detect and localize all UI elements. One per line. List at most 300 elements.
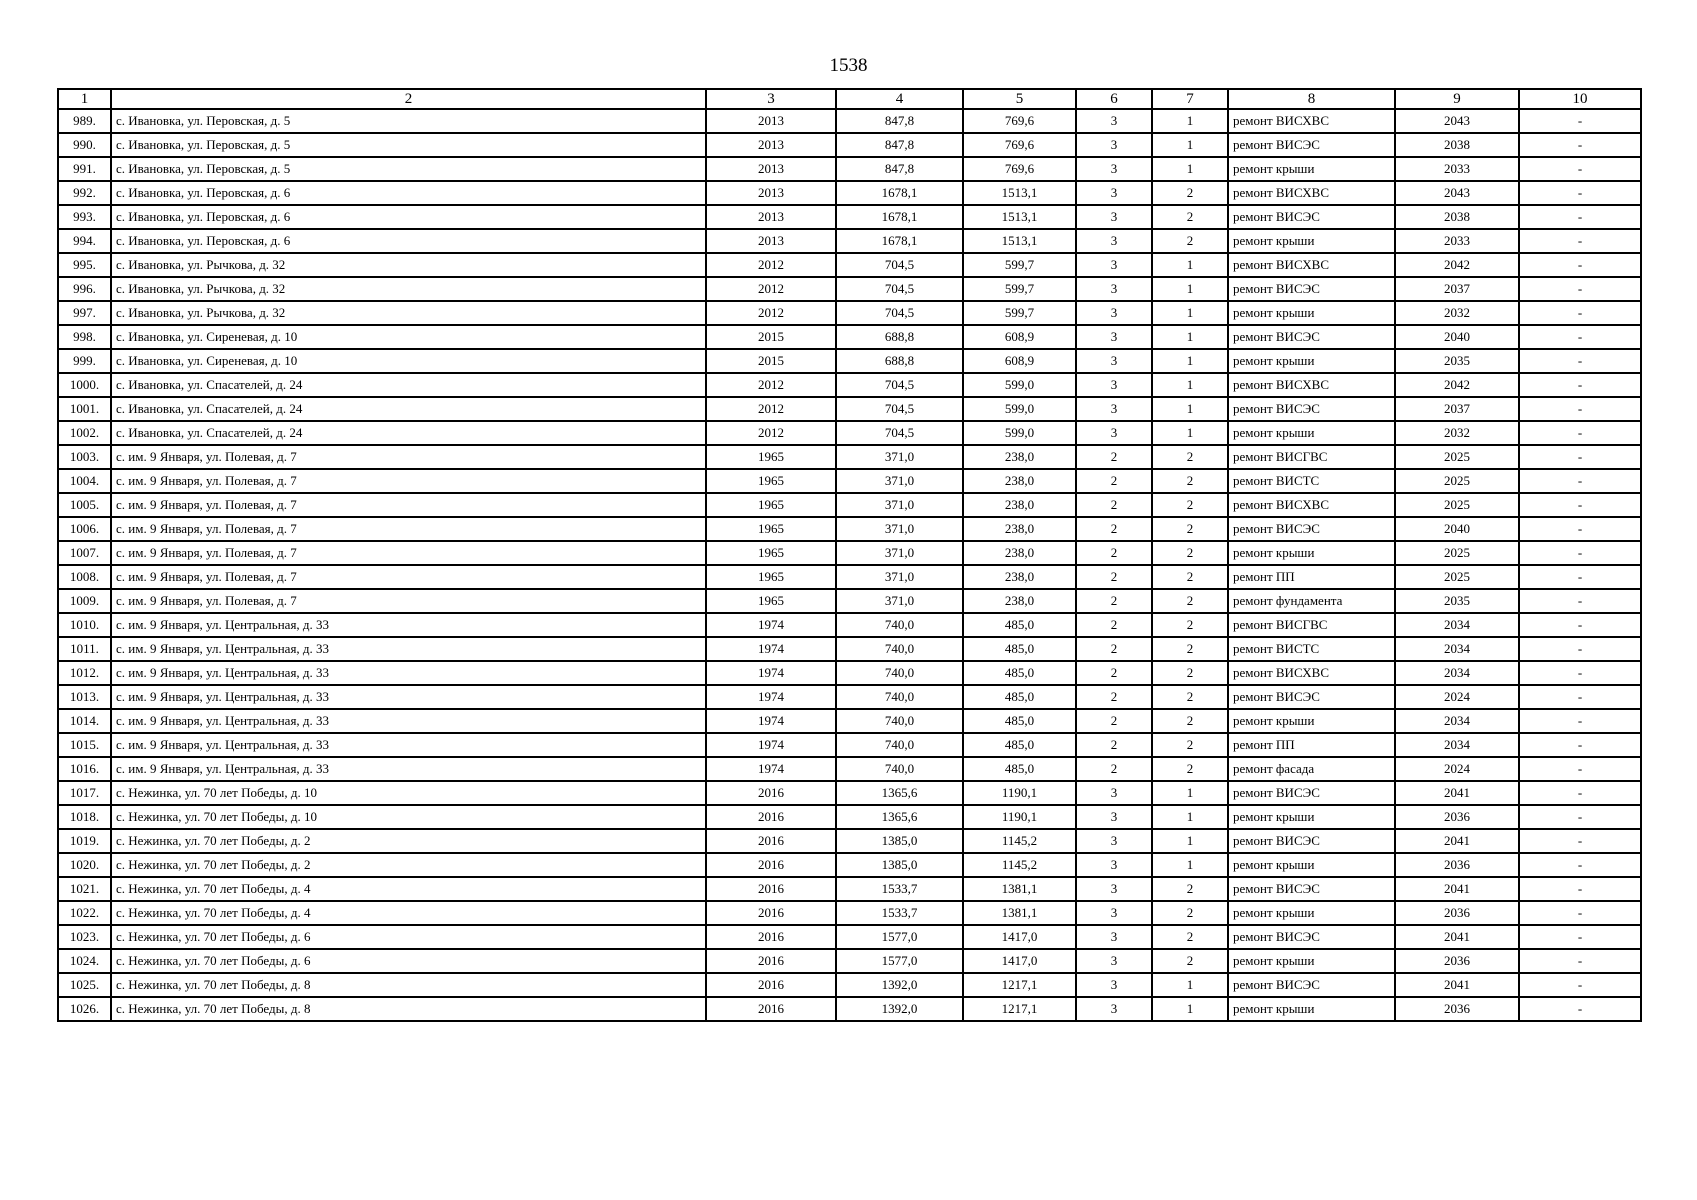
cell-total-area: 1365,6 (836, 781, 963, 805)
cell-floors: 2 (1076, 445, 1152, 469)
cell-work-type: ремонт крыши (1228, 157, 1395, 181)
table-row (58, 301, 1641, 325)
cell-note: - (1519, 229, 1641, 253)
cell-planned-year: 2037 (1395, 397, 1519, 421)
cell-entrances: 1 (1152, 349, 1228, 373)
cell-work-type: ремонт ВИСЭС (1228, 973, 1395, 997)
cell-row-number: 1007. (58, 541, 111, 565)
table-row (58, 469, 1641, 493)
cell-total-area: 371,0 (836, 565, 963, 589)
cell-entrances: 1 (1152, 157, 1228, 181)
cell-floors: 3 (1076, 901, 1152, 925)
table-row (58, 661, 1641, 685)
cell-planned-year: 2043 (1395, 181, 1519, 205)
table-row (58, 829, 1641, 853)
cell-total-area: 1392,0 (836, 997, 963, 1021)
cell-entrances: 1 (1152, 805, 1228, 829)
cell-floors: 3 (1076, 853, 1152, 877)
cell-address: с. Ивановка, ул. Перовская, д. 5 (111, 133, 706, 157)
table-row (58, 493, 1641, 517)
cell-note: - (1519, 445, 1641, 469)
cell-total-area: 371,0 (836, 541, 963, 565)
cell-entrances: 2 (1152, 757, 1228, 781)
cell-planned-year: 2041 (1395, 781, 1519, 805)
cell-year-built: 1965 (706, 541, 836, 565)
cell-living-area: 769,6 (963, 133, 1076, 157)
cell-year-built: 2012 (706, 301, 836, 325)
cell-floors: 3 (1076, 397, 1152, 421)
cell-address: с. Нежинка, ул. 70 лет Победы, д. 4 (111, 901, 706, 925)
table-row (58, 157, 1641, 181)
table-body (58, 109, 1641, 1021)
cell-floors: 3 (1076, 229, 1152, 253)
cell-note: - (1519, 829, 1641, 853)
cell-row-number: 1005. (58, 493, 111, 517)
cell-row-number: 1012. (58, 661, 111, 685)
cell-living-area: 1417,0 (963, 949, 1076, 973)
cell-year-built: 1974 (706, 685, 836, 709)
cell-year-built: 2016 (706, 997, 836, 1021)
cell-living-area: 485,0 (963, 709, 1076, 733)
cell-note: - (1519, 157, 1641, 181)
cell-row-number: 1025. (58, 973, 111, 997)
cell-year-built: 2016 (706, 829, 836, 853)
cell-row-number: 1014. (58, 709, 111, 733)
cell-year-built: 2012 (706, 277, 836, 301)
table-row (58, 229, 1641, 253)
cell-year-built: 1974 (706, 661, 836, 685)
cell-floors: 3 (1076, 925, 1152, 949)
cell-work-type: ремонт крыши (1228, 805, 1395, 829)
cell-work-type: ремонт крыши (1228, 229, 1395, 253)
cell-note: - (1519, 877, 1641, 901)
cell-year-built: 2013 (706, 109, 836, 133)
cell-entrances: 1 (1152, 781, 1228, 805)
cell-address: с. Нежинка, ул. 70 лет Победы, д. 2 (111, 853, 706, 877)
cell-planned-year: 2035 (1395, 589, 1519, 613)
cell-row-number: 1023. (58, 925, 111, 949)
cell-living-area: 238,0 (963, 445, 1076, 469)
cell-entrances: 1 (1152, 397, 1228, 421)
table-row (58, 949, 1641, 973)
cell-address: с. им. 9 Января, ул. Полевая, д. 7 (111, 493, 706, 517)
cell-living-area: 1513,1 (963, 229, 1076, 253)
cell-year-built: 2013 (706, 181, 836, 205)
cell-row-number: 995. (58, 253, 111, 277)
cell-year-built: 2013 (706, 157, 836, 181)
cell-year-built: 2013 (706, 133, 836, 157)
cell-floors: 2 (1076, 613, 1152, 637)
table-row (58, 781, 1641, 805)
cell-year-built: 2015 (706, 349, 836, 373)
cell-planned-year: 2036 (1395, 949, 1519, 973)
cell-planned-year: 2034 (1395, 637, 1519, 661)
cell-planned-year: 2033 (1395, 157, 1519, 181)
cell-work-type: ремонт крыши (1228, 949, 1395, 973)
cell-living-area: 1145,2 (963, 853, 1076, 877)
column-header: 4 (836, 89, 963, 109)
cell-address: с. Ивановка, ул. Сиреневая, д. 10 (111, 349, 706, 373)
cell-entrances: 1 (1152, 277, 1228, 301)
cell-planned-year: 2025 (1395, 493, 1519, 517)
cell-planned-year: 2043 (1395, 109, 1519, 133)
cell-year-built: 1974 (706, 733, 836, 757)
cell-floors: 2 (1076, 517, 1152, 541)
cell-floors: 3 (1076, 829, 1152, 853)
cell-total-area: 371,0 (836, 445, 963, 469)
cell-row-number: 997. (58, 301, 111, 325)
cell-entrances: 2 (1152, 949, 1228, 973)
cell-living-area: 238,0 (963, 469, 1076, 493)
cell-note: - (1519, 661, 1641, 685)
page-number: 1538 (829, 55, 868, 76)
cell-total-area: 688,8 (836, 325, 963, 349)
cell-living-area: 599,0 (963, 421, 1076, 445)
cell-row-number: 1002. (58, 421, 111, 445)
cell-living-area: 599,7 (963, 253, 1076, 277)
cell-row-number: 993. (58, 205, 111, 229)
cell-floors: 2 (1076, 637, 1152, 661)
cell-year-built: 1965 (706, 469, 836, 493)
cell-address: с. им. 9 Января, ул. Центральная, д. 33 (111, 613, 706, 637)
cell-year-built: 1974 (706, 757, 836, 781)
cell-work-type: ремонт ВИСЭС (1228, 685, 1395, 709)
cell-work-type: ремонт крыши (1228, 709, 1395, 733)
cell-work-type: ремонт фасада (1228, 757, 1395, 781)
cell-entrances: 2 (1152, 445, 1228, 469)
cell-note: - (1519, 253, 1641, 277)
cell-entrances: 2 (1152, 205, 1228, 229)
cell-row-number: 1024. (58, 949, 111, 973)
cell-floors: 3 (1076, 325, 1152, 349)
cell-entrances: 1 (1152, 325, 1228, 349)
cell-year-built: 2016 (706, 877, 836, 901)
cell-note: - (1519, 349, 1641, 373)
cell-total-area: 1678,1 (836, 229, 963, 253)
cell-note: - (1519, 901, 1641, 925)
cell-row-number: 989. (58, 109, 111, 133)
cell-living-area: 485,0 (963, 733, 1076, 757)
cell-note: - (1519, 589, 1641, 613)
cell-year-built: 2013 (706, 205, 836, 229)
cell-floors: 2 (1076, 733, 1152, 757)
cell-entrances: 2 (1152, 613, 1228, 637)
cell-living-area: 599,7 (963, 277, 1076, 301)
cell-living-area: 599,7 (963, 301, 1076, 325)
column-header: 8 (1228, 89, 1395, 109)
cell-row-number: 1004. (58, 469, 111, 493)
cell-note: - (1519, 325, 1641, 349)
cell-address: с. им. 9 Января, ул. Полевая, д. 7 (111, 517, 706, 541)
cell-work-type: ремонт ВИСХВС (1228, 109, 1395, 133)
cell-year-built: 1974 (706, 613, 836, 637)
cell-row-number: 1015. (58, 733, 111, 757)
cell-entrances: 1 (1152, 253, 1228, 277)
cell-row-number: 1022. (58, 901, 111, 925)
cell-planned-year: 2041 (1395, 829, 1519, 853)
cell-row-number: 991. (58, 157, 111, 181)
cell-planned-year: 2042 (1395, 253, 1519, 277)
cell-work-type: ремонт ВИСЭС (1228, 205, 1395, 229)
cell-work-type: ремонт крыши (1228, 997, 1395, 1021)
cell-floors: 3 (1076, 133, 1152, 157)
cell-living-area: 485,0 (963, 757, 1076, 781)
cell-row-number: 992. (58, 181, 111, 205)
cell-living-area: 1381,1 (963, 877, 1076, 901)
cell-floors: 3 (1076, 109, 1152, 133)
cell-total-area: 704,5 (836, 253, 963, 277)
cell-year-built: 2016 (706, 781, 836, 805)
cell-planned-year: 2038 (1395, 205, 1519, 229)
cell-year-built: 1965 (706, 589, 836, 613)
cell-planned-year: 2034 (1395, 709, 1519, 733)
cell-planned-year: 2034 (1395, 733, 1519, 757)
cell-entrances: 1 (1152, 853, 1228, 877)
cell-year-built: 1974 (706, 709, 836, 733)
table-row (58, 541, 1641, 565)
cell-row-number: 1009. (58, 589, 111, 613)
column-header: 6 (1076, 89, 1152, 109)
cell-year-built: 2016 (706, 949, 836, 973)
table-row (58, 853, 1641, 877)
cell-row-number: 1006. (58, 517, 111, 541)
table-row (58, 373, 1641, 397)
cell-address: с. Ивановка, ул. Рычкова, д. 32 (111, 277, 706, 301)
cell-work-type: ремонт ВИСТС (1228, 637, 1395, 661)
cell-total-area: 1678,1 (836, 205, 963, 229)
cell-total-area: 371,0 (836, 493, 963, 517)
cell-note: - (1519, 685, 1641, 709)
cell-floors: 2 (1076, 661, 1152, 685)
cell-planned-year: 2038 (1395, 133, 1519, 157)
cell-row-number: 1018. (58, 805, 111, 829)
cell-note: - (1519, 757, 1641, 781)
cell-planned-year: 2034 (1395, 661, 1519, 685)
cell-address: с. им. 9 Января, ул. Полевая, д. 7 (111, 589, 706, 613)
table-row (58, 397, 1641, 421)
cell-living-area: 769,6 (963, 109, 1076, 133)
cell-work-type: ремонт ВИСЭС (1228, 325, 1395, 349)
cell-total-area: 688,8 (836, 349, 963, 373)
cell-address: с. Ивановка, ул. Перовская, д. 6 (111, 181, 706, 205)
table-row (58, 637, 1641, 661)
cell-work-type: ремонт ВИСЭС (1228, 517, 1395, 541)
cell-row-number: 1003. (58, 445, 111, 469)
cell-floors: 3 (1076, 349, 1152, 373)
table-row (58, 109, 1641, 133)
cell-note: - (1519, 133, 1641, 157)
cell-entrances: 2 (1152, 733, 1228, 757)
cell-living-area: 1217,1 (963, 997, 1076, 1021)
cell-entrances: 1 (1152, 997, 1228, 1021)
cell-entrances: 2 (1152, 661, 1228, 685)
cell-living-area: 1145,2 (963, 829, 1076, 853)
cell-year-built: 2012 (706, 253, 836, 277)
cell-row-number: 1000. (58, 373, 111, 397)
cell-note: - (1519, 781, 1641, 805)
cell-year-built: 1965 (706, 445, 836, 469)
cell-living-area: 599,0 (963, 397, 1076, 421)
column-header: 7 (1152, 89, 1228, 109)
cell-floors: 2 (1076, 565, 1152, 589)
cell-row-number: 999. (58, 349, 111, 373)
cell-living-area: 485,0 (963, 685, 1076, 709)
cell-total-area: 1678,1 (836, 181, 963, 205)
cell-living-area: 238,0 (963, 565, 1076, 589)
cell-total-area: 740,0 (836, 613, 963, 637)
cell-work-type: ремонт ВИСХВС (1228, 373, 1395, 397)
table-row (58, 325, 1641, 349)
cell-living-area: 485,0 (963, 637, 1076, 661)
cell-year-built: 2013 (706, 229, 836, 253)
table-row (58, 685, 1641, 709)
cell-floors: 3 (1076, 973, 1152, 997)
cell-row-number: 1010. (58, 613, 111, 637)
repair-schedule-table (57, 88, 1642, 1022)
cell-address: с. Ивановка, ул. Перовская, д. 5 (111, 109, 706, 133)
cell-note: - (1519, 565, 1641, 589)
table-row (58, 877, 1641, 901)
cell-work-type: ремонт ВИСЭС (1228, 925, 1395, 949)
cell-work-type: ремонт ВИСЭС (1228, 277, 1395, 301)
cell-planned-year: 2025 (1395, 565, 1519, 589)
cell-floors: 3 (1076, 205, 1152, 229)
cell-work-type: ремонт крыши (1228, 349, 1395, 373)
cell-living-area: 599,0 (963, 373, 1076, 397)
cell-planned-year: 2024 (1395, 685, 1519, 709)
cell-entrances: 1 (1152, 973, 1228, 997)
cell-work-type: ремонт крыши (1228, 421, 1395, 445)
cell-planned-year: 2025 (1395, 541, 1519, 565)
cell-note: - (1519, 925, 1641, 949)
cell-work-type: ремонт ПП (1228, 733, 1395, 757)
cell-address: с. Нежинка, ул. 70 лет Победы, д. 2 (111, 829, 706, 853)
cell-total-area: 740,0 (836, 757, 963, 781)
cell-work-type: ремонт ВИСХВС (1228, 181, 1395, 205)
cell-planned-year: 2040 (1395, 325, 1519, 349)
cell-living-area: 769,6 (963, 157, 1076, 181)
cell-year-built: 1965 (706, 565, 836, 589)
cell-total-area: 847,8 (836, 133, 963, 157)
cell-floors: 3 (1076, 157, 1152, 181)
cell-year-built: 2012 (706, 373, 836, 397)
cell-planned-year: 2042 (1395, 373, 1519, 397)
cell-row-number: 1020. (58, 853, 111, 877)
cell-floors: 3 (1076, 277, 1152, 301)
cell-living-area: 1417,0 (963, 925, 1076, 949)
cell-planned-year: 2025 (1395, 445, 1519, 469)
table-row (58, 997, 1641, 1021)
table-row (58, 613, 1641, 637)
cell-year-built: 2016 (706, 805, 836, 829)
cell-entrances: 2 (1152, 637, 1228, 661)
cell-planned-year: 2041 (1395, 973, 1519, 997)
cell-planned-year: 2033 (1395, 229, 1519, 253)
cell-note: - (1519, 997, 1641, 1021)
cell-year-built: 2016 (706, 901, 836, 925)
table-row (58, 565, 1641, 589)
cell-entrances: 2 (1152, 181, 1228, 205)
cell-note: - (1519, 397, 1641, 421)
cell-planned-year: 2036 (1395, 901, 1519, 925)
cell-total-area: 704,5 (836, 373, 963, 397)
cell-year-built: 2012 (706, 421, 836, 445)
cell-note: - (1519, 301, 1641, 325)
cell-entrances: 2 (1152, 685, 1228, 709)
cell-floors: 3 (1076, 949, 1152, 973)
cell-total-area: 704,5 (836, 301, 963, 325)
cell-note: - (1519, 277, 1641, 301)
cell-total-area: 1577,0 (836, 949, 963, 973)
cell-address: с. Нежинка, ул. 70 лет Победы, д. 10 (111, 805, 706, 829)
cell-row-number: 994. (58, 229, 111, 253)
cell-address: с. им. 9 Января, ул. Полевая, д. 7 (111, 541, 706, 565)
cell-floors: 2 (1076, 541, 1152, 565)
cell-entrances: 2 (1152, 877, 1228, 901)
cell-planned-year: 2036 (1395, 853, 1519, 877)
column-header: 1 (58, 89, 111, 109)
cell-address: с. им. 9 Января, ул. Полевая, д. 7 (111, 445, 706, 469)
cell-living-area: 1381,1 (963, 901, 1076, 925)
cell-work-type: ремонт ПП (1228, 565, 1395, 589)
table-row (58, 517, 1641, 541)
cell-year-built: 1965 (706, 517, 836, 541)
cell-year-built: 1965 (706, 493, 836, 517)
cell-entrances: 2 (1152, 709, 1228, 733)
cell-total-area: 1533,7 (836, 901, 963, 925)
cell-row-number: 1021. (58, 877, 111, 901)
cell-entrances: 1 (1152, 421, 1228, 445)
table-row (58, 733, 1641, 757)
cell-planned-year: 2032 (1395, 301, 1519, 325)
cell-living-area: 1217,1 (963, 973, 1076, 997)
cell-address: с. Ивановка, ул. Рычкова, д. 32 (111, 253, 706, 277)
cell-floors: 3 (1076, 421, 1152, 445)
cell-planned-year: 2036 (1395, 805, 1519, 829)
cell-living-area: 238,0 (963, 541, 1076, 565)
column-header: 3 (706, 89, 836, 109)
table-row (58, 445, 1641, 469)
cell-note: - (1519, 373, 1641, 397)
column-number-header-row (58, 89, 1641, 109)
cell-living-area: 238,0 (963, 517, 1076, 541)
cell-work-type: ремонт ВИСЭС (1228, 781, 1395, 805)
cell-planned-year: 2041 (1395, 925, 1519, 949)
cell-row-number: 998. (58, 325, 111, 349)
cell-floors: 3 (1076, 181, 1152, 205)
cell-total-area: 1385,0 (836, 829, 963, 853)
cell-planned-year: 2034 (1395, 613, 1519, 637)
cell-entrances: 1 (1152, 133, 1228, 157)
cell-living-area: 608,9 (963, 325, 1076, 349)
cell-work-type: ремонт ВИСХВС (1228, 661, 1395, 685)
cell-address: с. Ивановка, ул. Рычкова, д. 32 (111, 301, 706, 325)
cell-address: с. Нежинка, ул. 70 лет Победы, д. 6 (111, 949, 706, 973)
cell-total-area: 704,5 (836, 421, 963, 445)
cell-row-number: 990. (58, 133, 111, 157)
cell-work-type: ремонт фундамента (1228, 589, 1395, 613)
cell-total-area: 1365,6 (836, 805, 963, 829)
table-row (58, 709, 1641, 733)
cell-living-area: 608,9 (963, 349, 1076, 373)
cell-entrances: 2 (1152, 229, 1228, 253)
cell-note: - (1519, 517, 1641, 541)
column-header: 9 (1395, 89, 1519, 109)
cell-living-area: 1513,1 (963, 205, 1076, 229)
cell-address: с. Ивановка, ул. Перовская, д. 6 (111, 205, 706, 229)
cell-entrances: 2 (1152, 925, 1228, 949)
cell-planned-year: 2035 (1395, 349, 1519, 373)
